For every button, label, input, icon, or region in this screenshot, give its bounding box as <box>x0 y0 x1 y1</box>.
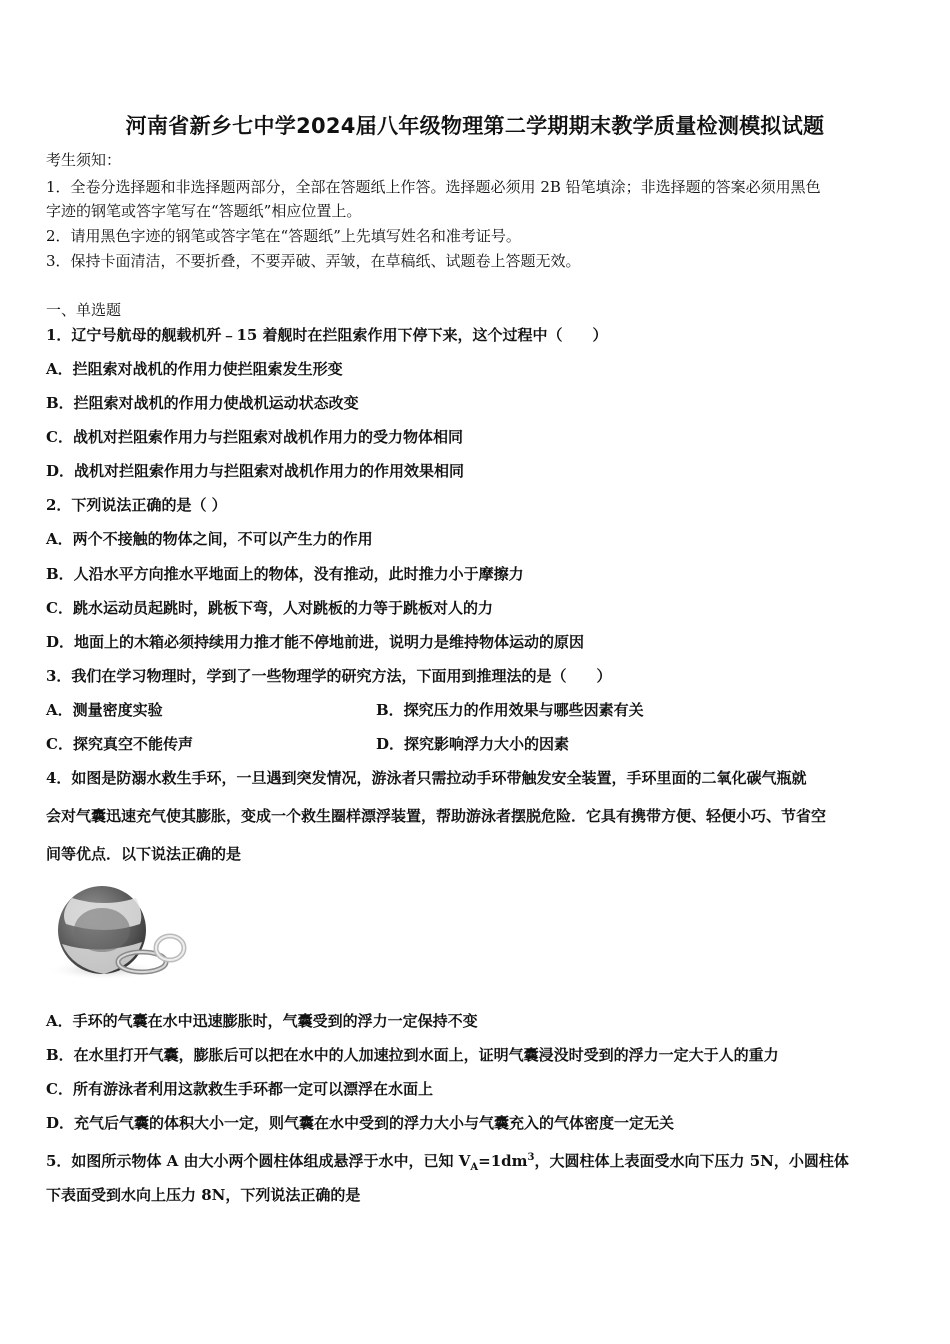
question-3-option-c: C．探究真空不能传声 <box>46 735 193 753</box>
question-2-option-d: D．地面上的木箱必须持续用力推才能不停地前进，说明力是维持物体运动的原因 <box>46 633 585 651</box>
question-1-option-d: D．战机对拦阻索作用力与拦阻索对战机作用力的作用效果相同 <box>46 462 465 480</box>
question-5-stem <box>46 1148 849 1178</box>
lifesaving-bracelet-image <box>44 884 194 984</box>
question-3-option-d: D．探究影响浮力大小的因素 <box>376 735 570 753</box>
question-2-option-c: C．跳水运动员起跳时，跳板下弯，人对跳板的力等于跳板对人的力 <box>46 599 493 617</box>
question-4-stem-cont: 会对气囊迅速充气使其膨胀，变成一个救生圈样漂浮装置，帮助游泳者摆脱危险．它具有携带方便、轻便小巧、节省空 <box>46 807 827 825</box>
question-4-option-c: C．所有游泳者利用这款救生手环都一定可以漂浮在水面上 <box>46 1080 433 1098</box>
question-4-stem: 4．如图是防溺水救生手环，一旦遇到突发情况，游泳者只需拉动手环带触发安全装置，手环里面的二氧化碳气瓶就 <box>46 769 807 787</box>
notice-heading: 考生须知： <box>46 151 122 169</box>
question-1-option-a: A．拦阻索对战机的作用力使拦阻索发生形变 <box>46 360 343 378</box>
question-5-stem-part2: =1dm <box>478 1152 528 1170</box>
question-3-option-a: A．测量密度实验 <box>46 701 163 719</box>
question-2-option-a: A．两个不接触的物体之间，不可以产生力的作用 <box>46 530 373 548</box>
notice-item-3: 3．保持卡面清洁，不要折叠，不要弄破、弄皱，在草稿纸、试题卷上答题无效。 <box>46 252 581 270</box>
question-2-stem: 2．下列说法正确的是（ ） <box>46 496 227 514</box>
question-3-option-b: B．探究压力的作用效果与哪些因素有关 <box>376 701 644 719</box>
question-5-stem-part1: 5．如图所示物体 A 由大小两个圆柱体组成悬浮于水中，已知 V <box>46 1152 471 1170</box>
question-4-option-b: B．在水里打开气囊，膨胀后可以把在水中的人加速拉到水面上，证明气囊浸没时受到的浮力一定大于人的重力 <box>46 1046 779 1064</box>
page-title: 河南省新乡七中学2024届八年级物理第二学期期末教学质量检测模拟试题 <box>125 114 825 138</box>
notice-item-2: 2．请用黑色字迹的钢笔或答字笔在“答题纸”上先填写姓名和准考证号。 <box>46 227 521 245</box>
cubic-superscript: 3 <box>527 1152 535 1163</box>
question-1-option-b: B．拦阻索对战机的作用力使战机运动状态改变 <box>46 394 359 412</box>
question-1-option-c: C．战机对拦阻索作用力与拦阻索对战机作用力的受力物体相同 <box>46 428 463 446</box>
question-4-option-a: A．手环的气囊在水中迅速膨胀时，气囊受到的浮力一定保持不变 <box>46 1012 478 1030</box>
question-5-stem-part3: ，大圆柱体上表面受水向下压力 5N，小圆柱体 <box>534 1152 849 1170</box>
question-4-stem-end: 间等优点．以下说法正确的是 <box>46 845 242 863</box>
question-2-option-b: B．人沿水平方向推水平地面上的物体，没有推动，此时推力小于摩擦力 <box>46 565 524 583</box>
section-heading: 一、单选题 <box>46 301 122 319</box>
volume-subscript: A <box>470 1162 479 1173</box>
notice-item-1: 1．全卷分选择题和非选择题两部分，全部在答题纸上作答。选择题必须用 2B 铅笔填涂；非选择题的答案必须用黑色 <box>46 178 821 196</box>
question-3-stem: 3．我们在学习物理时，学到了一些物理学的研究方法，下面用到推理法的是（ ） <box>46 667 612 685</box>
notice-item-1-cont: 字迹的钢笔或答字笔写在“答题纸”相应位置上。 <box>46 202 362 220</box>
question-5-stem-cont: 下表面受到水向上压力 8N，下列说法正确的是 <box>46 1186 361 1204</box>
question-1-stem: 1．辽宁号航母的舰载机歼﹣15 着舰时在拦阻索作用下停下来，这个过程中（ ） <box>46 326 608 344</box>
question-4-option-d: D．充气后气囊的体积大小一定，则气囊在水中受到的浮力大小与气囊充入的气体密度一定无关 <box>46 1114 675 1132</box>
